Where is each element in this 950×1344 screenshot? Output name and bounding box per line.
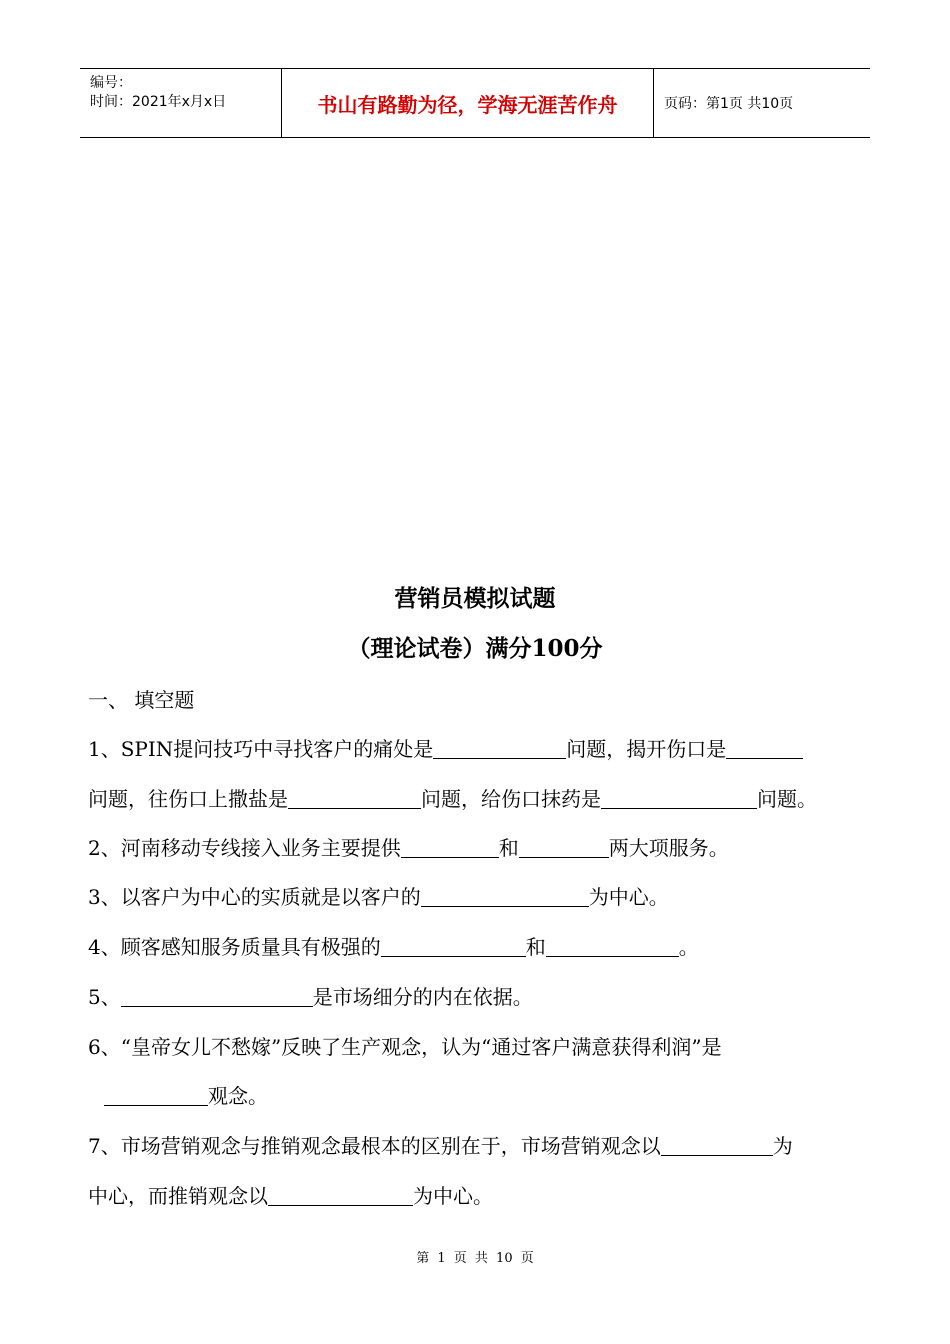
q1-text-d: 问题，给伤口抹药是 bbox=[421, 787, 601, 811]
question-7-line-1 bbox=[88, 1130, 793, 1159]
q2-text-c: 两大项服务。 bbox=[608, 836, 729, 860]
answer-blank[interactable] bbox=[268, 1185, 413, 1206]
answer-blank[interactable] bbox=[104, 1085, 208, 1106]
answer-blank[interactable] bbox=[401, 837, 499, 858]
answer-blank[interactable] bbox=[519, 837, 609, 858]
q2-text-a: 2、河南移动专线接入业务主要提供 bbox=[88, 836, 401, 860]
document-title: 营销员模拟试题 bbox=[394, 585, 556, 612]
q4-text-c: 。 bbox=[678, 935, 699, 959]
q1-text-c: 问题，往伤口上撒盐是 bbox=[88, 787, 288, 811]
answer-blank[interactable] bbox=[381, 936, 526, 957]
q1-text-a: 1、SPIN提问技巧中寻找客户的痛处是 bbox=[88, 737, 434, 761]
q5-text-b: 是市场细分的内在依据。 bbox=[312, 985, 533, 1009]
question-6-line-2 bbox=[104, 1080, 268, 1109]
answer-blank[interactable] bbox=[726, 738, 803, 759]
question-6-line-1 bbox=[88, 1031, 722, 1060]
answer-blank[interactable] bbox=[433, 738, 566, 759]
q4-text-a: 4、顾客感知服务质量具有极强的 bbox=[88, 935, 381, 959]
q7-text-b: 为 bbox=[772, 1134, 793, 1158]
q7-text-d: 为中心。 bbox=[413, 1184, 493, 1208]
answer-blank[interactable] bbox=[546, 936, 679, 957]
time-label: 时间：2021年x月x日 bbox=[90, 94, 227, 110]
question-1-line-2 bbox=[88, 783, 817, 812]
q6-text-b: 观念。 bbox=[208, 1084, 268, 1108]
question-4 bbox=[88, 931, 699, 960]
q7-text-c: 中心，而推销观念以 bbox=[88, 1184, 268, 1208]
answer-blank[interactable] bbox=[661, 1135, 773, 1156]
header-meta bbox=[80, 69, 281, 137]
q3-text-a: 3、以客户为中心的实质就是以客户的 bbox=[88, 885, 421, 909]
q1-text-e: 问题。 bbox=[757, 787, 817, 811]
q2-text-b: 和 bbox=[498, 836, 519, 860]
question-7-line-2 bbox=[88, 1180, 493, 1209]
question-2 bbox=[88, 832, 729, 861]
q4-text-b: 和 bbox=[525, 935, 546, 959]
document-subtitle: （理论试卷）满分100分 bbox=[347, 635, 603, 662]
answer-blank[interactable] bbox=[288, 788, 421, 809]
answer-blank[interactable] bbox=[421, 886, 589, 907]
answer-blank[interactable] bbox=[121, 986, 313, 1007]
q3-text-b: 为中心。 bbox=[588, 885, 669, 909]
header-motto: 书山有路勤为径，学海无涯苦作舟 bbox=[281, 69, 654, 137]
q5-text-a: 5、 bbox=[88, 985, 121, 1009]
q7-text-a: 7、市场营销观念与推销观念最根本的区别在于，市场营销观念以 bbox=[88, 1134, 661, 1158]
question-3 bbox=[88, 881, 669, 910]
question-5 bbox=[88, 981, 533, 1010]
question-1-line-1 bbox=[88, 733, 803, 762]
number-label: 编号： bbox=[90, 75, 132, 91]
section-heading: 一、 填空题 bbox=[88, 688, 195, 712]
page-header bbox=[80, 68, 870, 138]
header-page-info: 页码：第1页 共10页 bbox=[664, 96, 794, 112]
q6-text-a: 6、“皇帝女儿不愁嫁”反映了生产观念，认为“通过客户满意获得利润”是 bbox=[88, 1035, 722, 1059]
q1-text-b: 问题，揭开伤口是 bbox=[566, 737, 727, 761]
page-footer: 第 1 页 共 10 页 bbox=[416, 1251, 534, 1266]
answer-blank[interactable] bbox=[601, 788, 757, 809]
